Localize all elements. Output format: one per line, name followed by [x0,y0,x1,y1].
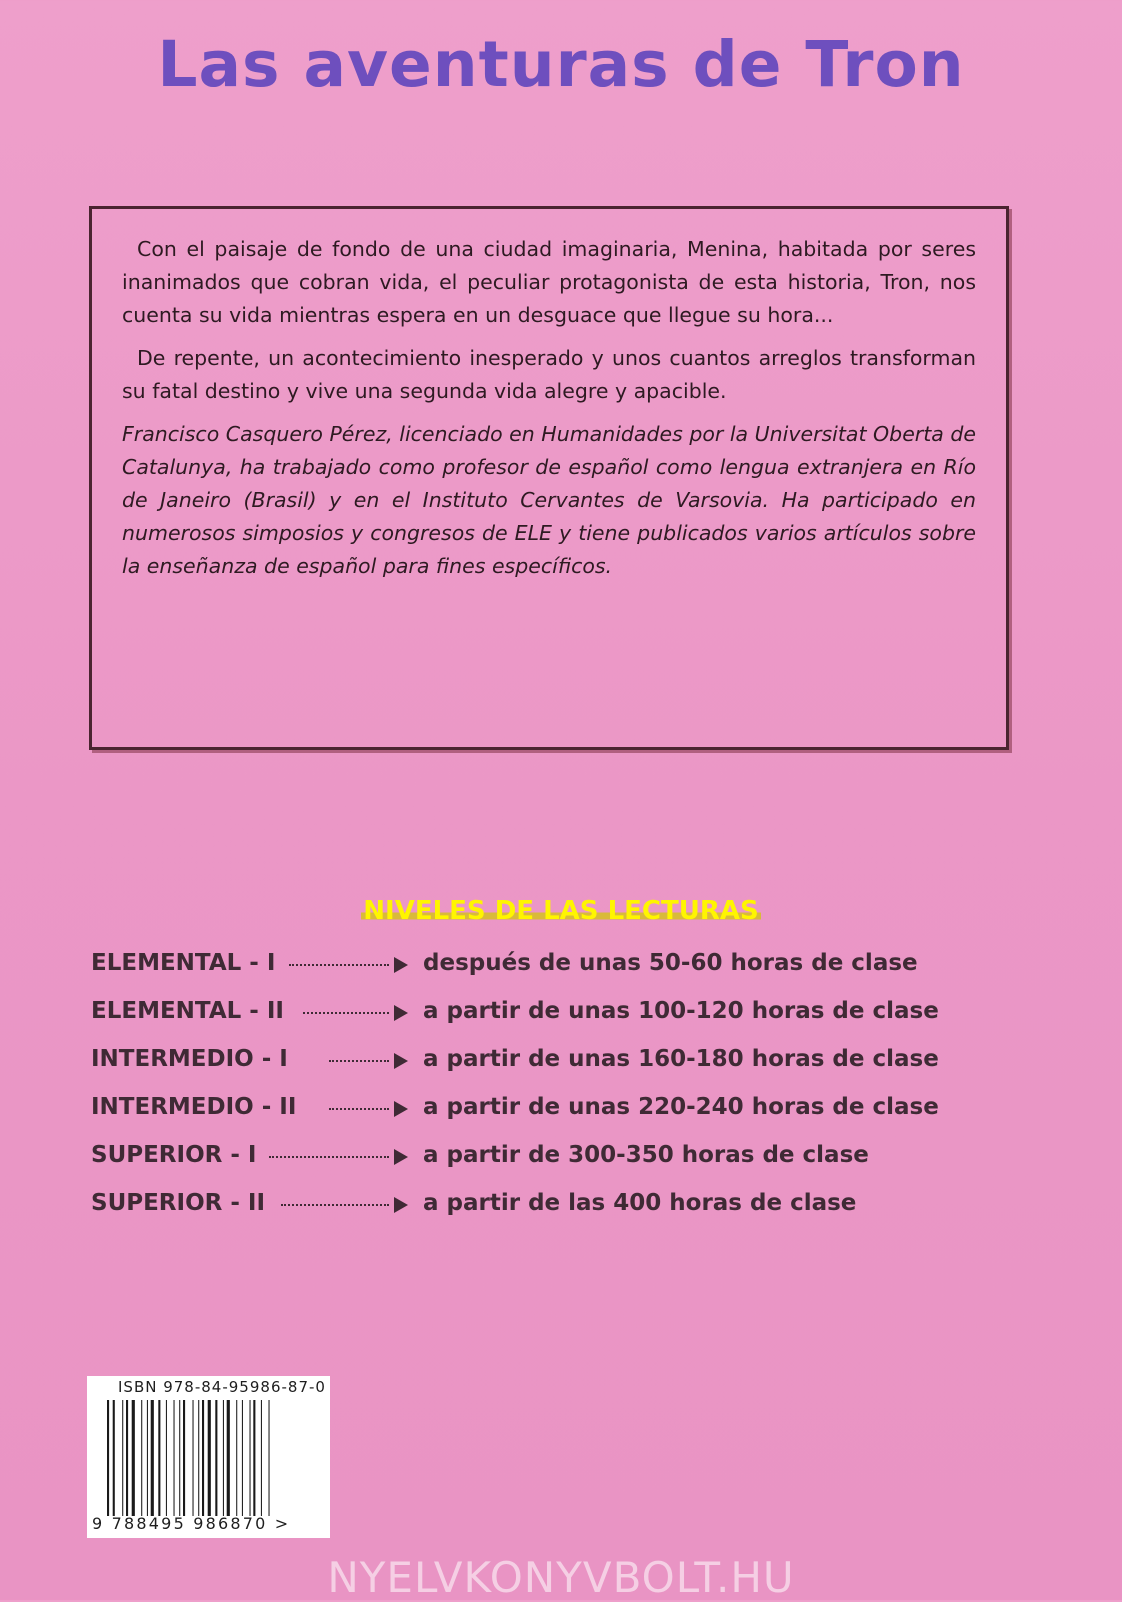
barcode-stripe [269,1400,270,1516]
watermark: NYELVKONYVBOLT.HU [327,1553,795,1602]
barcode-stripe [179,1400,180,1516]
barcode-stripe [151,1400,154,1516]
barcode-stripe [113,1400,115,1516]
dotted-leader [289,964,389,966]
level-name: INTERMEDIO - II [91,1094,297,1120]
barcode-stripe [215,1400,217,1516]
level-row [91,1046,1051,1094]
level-name: ELEMENTAL - I [91,950,276,976]
barcode-stripe [253,1400,255,1516]
synopsis-box [89,206,1009,750]
dotted-leader [329,1060,389,1062]
isbn-label: ISBN 978-84-95986-87-0 [118,1378,326,1396]
barcode-stripe [202,1400,204,1516]
barcode-stripe [250,1400,251,1516]
barcode-stripe [132,1400,135,1516]
dotted-leader [269,1156,389,1158]
level-name: INTERMEDIO - I [91,1046,288,1072]
barcode-stripe [223,1400,224,1516]
barcode-digits: 9 788495 986870 > [92,1514,291,1533]
level-description: a partir de las 400 horas de clase [423,1190,857,1216]
level-description: a partir de unas 160-180 horas de clase [423,1046,939,1072]
barcode-stripe [183,1400,185,1516]
barcode-stripe [166,1400,167,1516]
level-description: a partir de unas 100-120 horas de clase [423,998,939,1024]
level-row [91,1142,1051,1190]
arrow-right-icon [394,1197,408,1213]
level-description: a partir de 300-350 horas de clase [423,1142,869,1168]
levels-heading [0,896,1122,926]
barcode-stripe [141,1400,142,1516]
dotted-leader [281,1204,389,1206]
level-row [91,950,1051,998]
arrow-right-icon [394,957,408,973]
levels-heading-text: NIVELES DE LAS LECTURAS [363,896,759,926]
barcode-stripe [107,1400,109,1516]
level-row [91,1190,1051,1238]
barcode-stripe [126,1400,128,1516]
barcode-stripe [198,1400,199,1516]
levels-list [91,950,1051,1238]
barcode-stripe [147,1400,148,1516]
barcode-icon [107,1400,305,1516]
level-name: SUPERIOR - II [91,1190,266,1216]
barcode-stripe [174,1400,175,1516]
synopsis-paragraph-2: De repente, un acontecimiento inesperado y unos cuantos arreglos transforman su fatal destino y vive una segunda vida alegre y apacible. [122,346,976,403]
arrow-right-icon [394,1149,408,1165]
barcode-stripe [242,1400,243,1516]
barcode-stripe [158,1400,160,1516]
barcode-stripe [193,1400,194,1516]
dotted-leader [303,1012,389,1014]
synopsis-paragraph-1: Con el paisaje de fondo de una ciudad imaginaria, Menina, habitada por seres inanimados que cobran vida, el peculiar protagonista de esta historia, Tron, nos cuenta su vida mientras espera en un desguace que llegue su hora... [122,237,976,327]
dotted-leader [329,1108,389,1110]
arrow-right-icon [394,1005,408,1021]
barcode-stripe [236,1400,237,1516]
arrow-right-icon [394,1053,408,1069]
level-name: SUPERIOR - I [91,1142,257,1168]
barcode-stripe [208,1400,211,1516]
barcode-stripe [227,1400,230,1516]
level-description: a partir de unas 220-240 horas de clase [423,1094,939,1120]
level-row [91,998,1051,1046]
author-bio: Francisco Casquero Pérez, licenciado en Humanidades por la Universitat Oberta de Catalunya, ha trabajado como profesor de español como lengua extranjera en Río de Janeiro (Brasil) y en el Instituto Cervantes de Varsovia. Ha participado en numerosos simposios y congresos de ELE y tiene publicados varios artículos sobre la enseñanza de español para fines específicos. [122,422,976,578]
book-title: Las aventuras de Tron [157,28,965,101]
barcode-stripe [261,1400,262,1516]
level-row [91,1094,1051,1142]
level-description: después de unas 50-60 horas de clase [423,950,918,976]
barcode-stripe [122,1400,123,1516]
arrow-right-icon [394,1101,408,1117]
level-name: ELEMENTAL - II [91,998,284,1024]
